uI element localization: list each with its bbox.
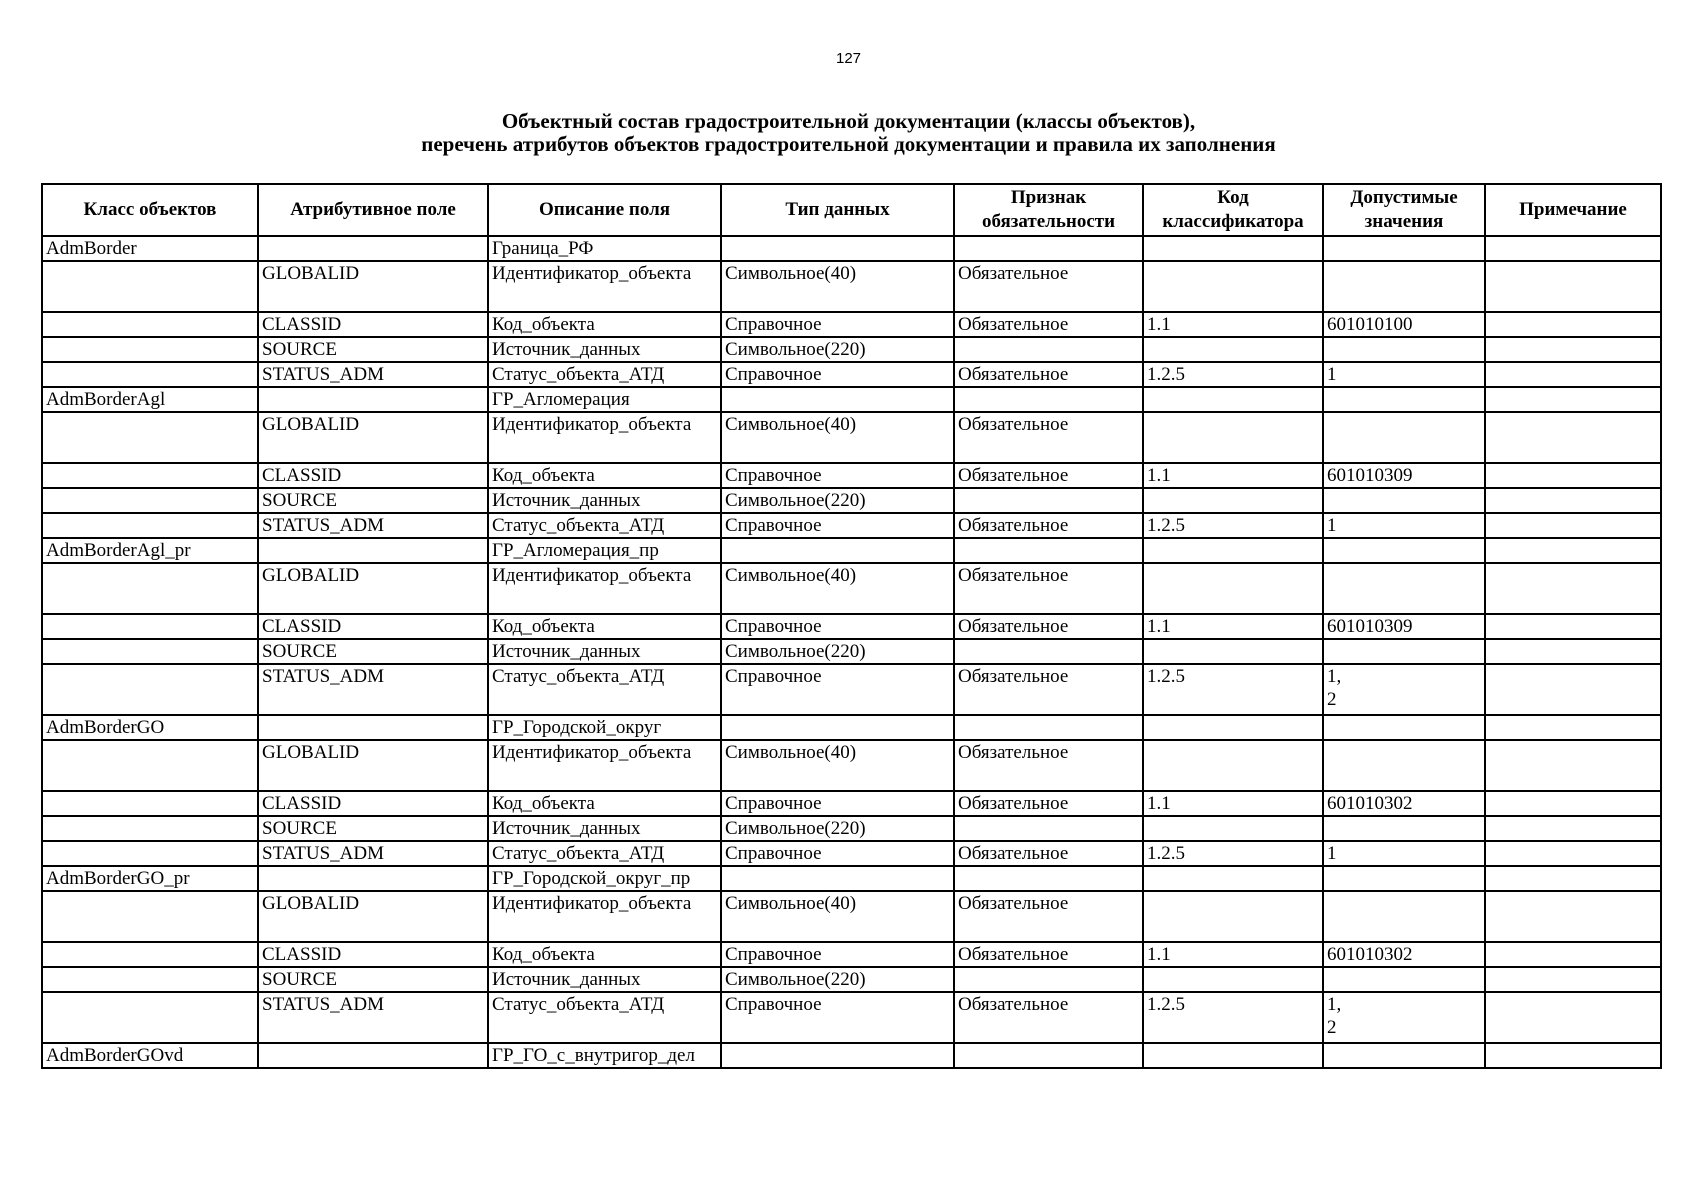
- attribute-cell: SOURCE: [258, 967, 488, 992]
- values-cell: 601010100: [1323, 312, 1485, 337]
- values-cell: [1323, 967, 1485, 992]
- values-cell: 601010309: [1323, 614, 1485, 639]
- note-cell: [1485, 362, 1661, 387]
- description-cell: ГР_Агломерация_пр: [488, 538, 721, 563]
- class-cell: AdmBorderGO_pr: [42, 866, 258, 891]
- attribute-cell: CLASSID: [258, 463, 488, 488]
- type-cell: [721, 1043, 954, 1068]
- code-cell: [1143, 261, 1323, 312]
- description-cell: Источник_данных: [488, 337, 721, 362]
- attribute-cell: CLASSID: [258, 614, 488, 639]
- code-cell: 1.1: [1143, 791, 1323, 816]
- code-cell: 1.1: [1143, 614, 1323, 639]
- required-cell: Обязательное: [954, 740, 1143, 791]
- code-cell: [1143, 563, 1323, 614]
- class-cell: AdmBorderGO: [42, 715, 258, 740]
- note-cell: [1485, 337, 1661, 362]
- table-row: [42, 841, 1661, 866]
- note-cell: [1485, 463, 1661, 488]
- note-cell: [1485, 639, 1661, 664]
- document-title: [0, 110, 1697, 156]
- type-cell: [721, 538, 954, 563]
- code-cell: [1143, 337, 1323, 362]
- required-cell: Обязательное: [954, 614, 1143, 639]
- values-cell: [1323, 488, 1485, 513]
- required-cell: Обязательное: [954, 563, 1143, 614]
- attribute-cell: [258, 715, 488, 740]
- attribute-cell: SOURCE: [258, 488, 488, 513]
- description-cell: Идентификатор_объекта: [488, 563, 721, 614]
- table-row: [42, 992, 1661, 1043]
- required-cell: [954, 387, 1143, 412]
- table-row: [42, 362, 1661, 387]
- type-cell: Справочное: [721, 614, 954, 639]
- description-cell: Идентификатор_объекта: [488, 891, 721, 942]
- note-cell: [1485, 236, 1661, 261]
- attribute-cell: GLOBALID: [258, 412, 488, 463]
- type-cell: [721, 387, 954, 412]
- type-cell: Символьное(220): [721, 639, 954, 664]
- class-cell: [42, 740, 258, 791]
- description-cell: Идентификатор_объекта: [488, 261, 721, 312]
- type-cell: Справочное: [721, 312, 954, 337]
- type-cell: [721, 236, 954, 261]
- table-row: [42, 866, 1661, 891]
- attribute-cell: STATUS_ADM: [258, 513, 488, 538]
- column-header: Признак обязательности: [954, 184, 1143, 236]
- description-cell: Код_объекта: [488, 312, 721, 337]
- attribute-cell: SOURCE: [258, 337, 488, 362]
- description-cell: Код_объекта: [488, 791, 721, 816]
- note-cell: [1485, 664, 1661, 715]
- values-cell: 601010309: [1323, 463, 1485, 488]
- note-cell: [1485, 942, 1661, 967]
- type-cell: Символьное(40): [721, 740, 954, 791]
- note-cell: [1485, 312, 1661, 337]
- required-cell: [954, 816, 1143, 841]
- code-cell: [1143, 639, 1323, 664]
- note-cell: [1485, 614, 1661, 639]
- class-cell: [42, 412, 258, 463]
- table-row: [42, 891, 1661, 942]
- required-cell: [954, 538, 1143, 563]
- column-header: Допустимые значения: [1323, 184, 1485, 236]
- page-number: 127: [835, 50, 862, 67]
- description-cell: Статус_объекта_АТД: [488, 362, 721, 387]
- values-cell: [1323, 1043, 1485, 1068]
- type-cell: Справочное: [721, 664, 954, 715]
- table-row: [42, 538, 1661, 563]
- type-cell: Символьное(220): [721, 816, 954, 841]
- code-cell: [1143, 891, 1323, 942]
- note-cell: [1485, 1043, 1661, 1068]
- table-row: [42, 387, 1661, 412]
- class-cell: [42, 362, 258, 387]
- table-row: [42, 412, 1661, 463]
- code-cell: [1143, 816, 1323, 841]
- type-cell: Символьное(220): [721, 488, 954, 513]
- values-cell: [1323, 236, 1485, 261]
- table-row: [42, 639, 1661, 664]
- attribute-cell: STATUS_ADM: [258, 992, 488, 1043]
- required-cell: [954, 866, 1143, 891]
- class-cell: [42, 337, 258, 362]
- type-cell: Справочное: [721, 791, 954, 816]
- description-cell: Идентификатор_объекта: [488, 740, 721, 791]
- required-cell: Обязательное: [954, 463, 1143, 488]
- table-row: [42, 791, 1661, 816]
- required-cell: Обязательное: [954, 412, 1143, 463]
- table-row: [42, 513, 1661, 538]
- column-header: Код классификатора: [1143, 184, 1323, 236]
- attribute-cell: STATUS_ADM: [258, 841, 488, 866]
- description-cell: Источник_данных: [488, 816, 721, 841]
- values-cell: [1323, 740, 1485, 791]
- required-cell: [954, 715, 1143, 740]
- class-cell: [42, 261, 258, 312]
- required-cell: [954, 337, 1143, 362]
- required-cell: Обязательное: [954, 513, 1143, 538]
- values-cell: 601010302: [1323, 791, 1485, 816]
- description-cell: Идентификатор_объекта: [488, 412, 721, 463]
- class-cell: AdmBorder: [42, 236, 258, 261]
- table-row: [42, 942, 1661, 967]
- column-header: Атрибутивное поле: [258, 184, 488, 236]
- code-cell: 1.1: [1143, 942, 1323, 967]
- class-cell: [42, 639, 258, 664]
- note-cell: [1485, 261, 1661, 312]
- description-cell: Код_объекта: [488, 942, 721, 967]
- code-cell: [1143, 715, 1323, 740]
- required-cell: Обязательное: [954, 891, 1143, 942]
- attribute-cell: GLOBALID: [258, 891, 488, 942]
- class-cell: [42, 312, 258, 337]
- type-cell: Символьное(40): [721, 261, 954, 312]
- class-cell: [42, 463, 258, 488]
- attribute-cell: CLASSID: [258, 791, 488, 816]
- attribute-cell: [258, 387, 488, 412]
- class-cell: [42, 942, 258, 967]
- type-cell: Символьное(40): [721, 891, 954, 942]
- table-row: [42, 614, 1661, 639]
- description-cell: ГР_ГО_с_внутригор_дел: [488, 1043, 721, 1068]
- values-cell: [1323, 261, 1485, 312]
- class-cell: [42, 488, 258, 513]
- values-cell: 1, 2: [1323, 664, 1485, 715]
- class-cell: [42, 967, 258, 992]
- required-cell: [954, 1043, 1143, 1068]
- code-cell: 1.2.5: [1143, 841, 1323, 866]
- type-cell: Справочное: [721, 942, 954, 967]
- description-cell: ГР_Агломерация: [488, 387, 721, 412]
- table-row: [42, 261, 1661, 312]
- values-cell: [1323, 412, 1485, 463]
- class-cell: [42, 791, 258, 816]
- required-cell: [954, 967, 1143, 992]
- table-row: [42, 664, 1661, 715]
- attribute-cell: GLOBALID: [258, 563, 488, 614]
- description-cell: Статус_объекта_АТД: [488, 841, 721, 866]
- note-cell: [1485, 967, 1661, 992]
- values-cell: [1323, 563, 1485, 614]
- values-cell: 1: [1323, 513, 1485, 538]
- code-cell: [1143, 740, 1323, 791]
- note-cell: [1485, 816, 1661, 841]
- description-cell: Граница_РФ: [488, 236, 721, 261]
- type-cell: Справочное: [721, 992, 954, 1043]
- attribute-cell: [258, 866, 488, 891]
- note-cell: [1485, 412, 1661, 463]
- required-cell: Обязательное: [954, 664, 1143, 715]
- code-cell: 1.2.5: [1143, 664, 1323, 715]
- values-cell: [1323, 816, 1485, 841]
- table-body: [42, 236, 1661, 1068]
- code-cell: [1143, 1043, 1323, 1068]
- column-header: Примечание: [1485, 184, 1661, 236]
- note-cell: [1485, 992, 1661, 1043]
- class-cell: AdmBorderGOvd: [42, 1043, 258, 1068]
- class-cell: [42, 891, 258, 942]
- table-row: [42, 463, 1661, 488]
- attribute-cell: [258, 1043, 488, 1068]
- attribute-cell: SOURCE: [258, 639, 488, 664]
- values-cell: [1323, 891, 1485, 942]
- class-cell: [42, 816, 258, 841]
- values-cell: [1323, 387, 1485, 412]
- attribute-cell: GLOBALID: [258, 261, 488, 312]
- code-cell: [1143, 387, 1323, 412]
- description-cell: ГР_Городской_округ: [488, 715, 721, 740]
- table-row: [42, 967, 1661, 992]
- required-cell: Обязательное: [954, 362, 1143, 387]
- description-cell: Источник_данных: [488, 488, 721, 513]
- title-line-1: Объектный состав градостроительной документации (классы объектов),: [501, 109, 1196, 133]
- code-cell: [1143, 412, 1323, 463]
- attribute-cell: [258, 236, 488, 261]
- attribute-cell: SOURCE: [258, 816, 488, 841]
- values-cell: 601010302: [1323, 942, 1485, 967]
- code-cell: [1143, 967, 1323, 992]
- table-row: [42, 337, 1661, 362]
- type-cell: Символьное(40): [721, 412, 954, 463]
- note-cell: [1485, 866, 1661, 891]
- note-cell: [1485, 387, 1661, 412]
- attribute-cell: CLASSID: [258, 312, 488, 337]
- values-cell: [1323, 866, 1485, 891]
- required-cell: [954, 488, 1143, 513]
- class-cell: [42, 841, 258, 866]
- note-cell: [1485, 841, 1661, 866]
- type-cell: Символьное(40): [721, 563, 954, 614]
- note-cell: [1485, 488, 1661, 513]
- description-cell: Статус_объекта_АТД: [488, 664, 721, 715]
- code-cell: 1.2.5: [1143, 513, 1323, 538]
- class-cell: [42, 992, 258, 1043]
- table-row: [42, 312, 1661, 337]
- column-header: Описание поля: [488, 184, 721, 236]
- description-cell: Источник_данных: [488, 967, 721, 992]
- values-cell: 1: [1323, 841, 1485, 866]
- required-cell: Обязательное: [954, 992, 1143, 1043]
- class-cell: [42, 664, 258, 715]
- required-cell: [954, 639, 1143, 664]
- class-cell: AdmBorderAgl_pr: [42, 538, 258, 563]
- code-cell: [1143, 538, 1323, 563]
- table-header-row: [42, 184, 1661, 236]
- required-cell: [954, 236, 1143, 261]
- required-cell: Обязательное: [954, 841, 1143, 866]
- values-cell: [1323, 639, 1485, 664]
- description-cell: Код_объекта: [488, 463, 721, 488]
- table-row: [42, 563, 1661, 614]
- code-cell: 1.2.5: [1143, 992, 1323, 1043]
- note-cell: [1485, 563, 1661, 614]
- attributes-table: [41, 183, 1662, 1069]
- attribute-cell: CLASSID: [258, 942, 488, 967]
- code-cell: [1143, 866, 1323, 891]
- attribute-cell: [258, 538, 488, 563]
- table-row: [42, 740, 1661, 791]
- table-row: [42, 715, 1661, 740]
- values-cell: [1323, 337, 1485, 362]
- description-cell: ГР_Городской_округ_пр: [488, 866, 721, 891]
- description-cell: Статус_объекта_АТД: [488, 513, 721, 538]
- type-cell: Справочное: [721, 513, 954, 538]
- type-cell: Справочное: [721, 362, 954, 387]
- type-cell: Справочное: [721, 463, 954, 488]
- required-cell: Обязательное: [954, 312, 1143, 337]
- description-cell: Код_объекта: [488, 614, 721, 639]
- column-header: Тип данных: [721, 184, 954, 236]
- code-cell: 1.1: [1143, 463, 1323, 488]
- table-row: [42, 236, 1661, 261]
- note-cell: [1485, 891, 1661, 942]
- note-cell: [1485, 791, 1661, 816]
- column-header: Класс объектов: [42, 184, 258, 236]
- required-cell: Обязательное: [954, 942, 1143, 967]
- type-cell: Символьное(220): [721, 337, 954, 362]
- attribute-cell: STATUS_ADM: [258, 362, 488, 387]
- note-cell: [1485, 538, 1661, 563]
- required-cell: Обязательное: [954, 261, 1143, 312]
- type-cell: [721, 715, 954, 740]
- attribute-cell: STATUS_ADM: [258, 664, 488, 715]
- note-cell: [1485, 740, 1661, 791]
- class-cell: [42, 563, 258, 614]
- required-cell: Обязательное: [954, 791, 1143, 816]
- table-row: [42, 1043, 1661, 1068]
- values-cell: 1: [1323, 362, 1485, 387]
- title-line-2: перечень атрибутов объектов градостроительной документации и правила их заполнения: [421, 132, 1276, 156]
- values-cell: [1323, 715, 1485, 740]
- class-cell: [42, 513, 258, 538]
- code-cell: [1143, 236, 1323, 261]
- code-cell: 1.2.5: [1143, 362, 1323, 387]
- attribute-cell: GLOBALID: [258, 740, 488, 791]
- code-cell: [1143, 488, 1323, 513]
- values-cell: [1323, 538, 1485, 563]
- values-cell: 1, 2: [1323, 992, 1485, 1043]
- type-cell: Справочное: [721, 841, 954, 866]
- class-cell: [42, 614, 258, 639]
- code-cell: 1.1: [1143, 312, 1323, 337]
- description-cell: Источник_данных: [488, 639, 721, 664]
- type-cell: Символьное(220): [721, 967, 954, 992]
- note-cell: [1485, 513, 1661, 538]
- type-cell: [721, 866, 954, 891]
- table-row: [42, 488, 1661, 513]
- note-cell: [1485, 715, 1661, 740]
- table-row: [42, 816, 1661, 841]
- class-cell: AdmBorderAgl: [42, 387, 258, 412]
- description-cell: Статус_объекта_АТД: [488, 992, 721, 1043]
